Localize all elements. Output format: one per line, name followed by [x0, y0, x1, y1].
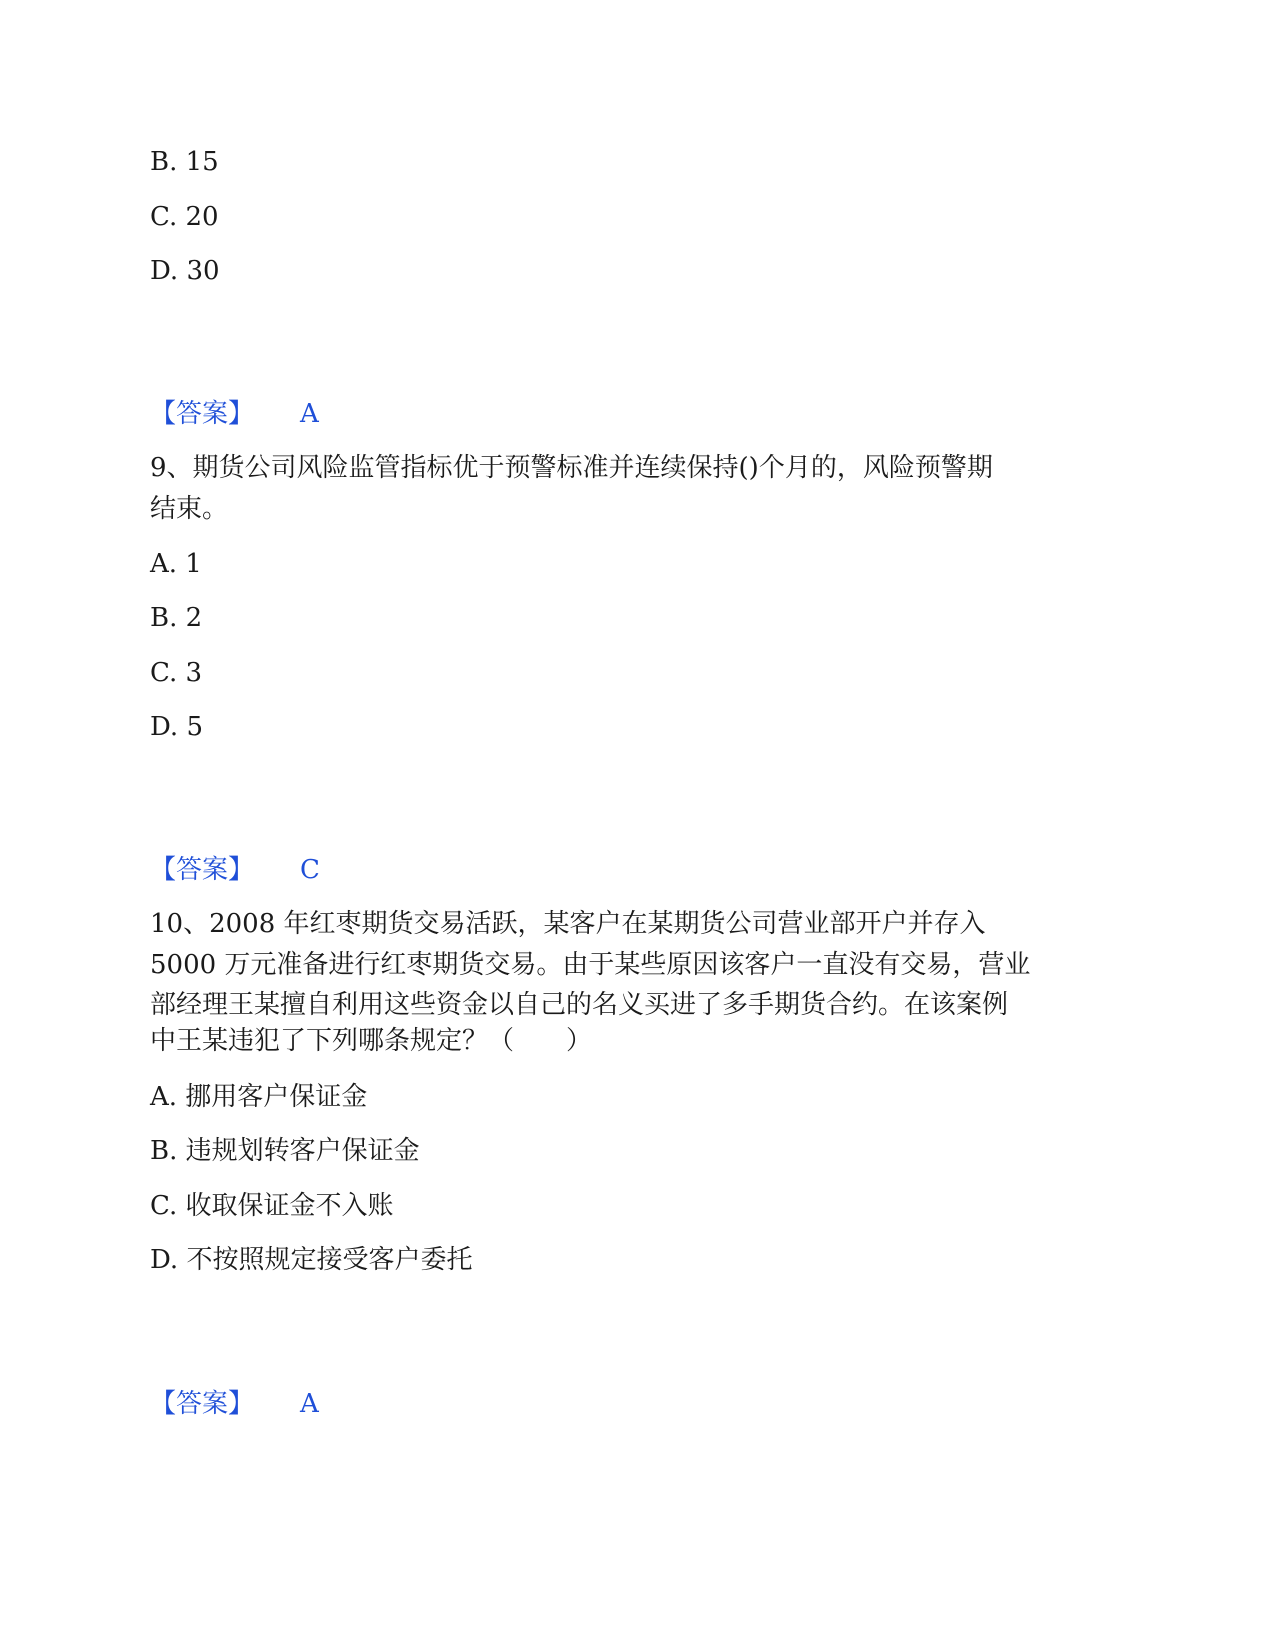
q8-option-b: B. 15 — [150, 147, 219, 177]
q10-question-line-1: 10、2008 年红枣期货交易活跃，某客户在某期货公司营业部开户并存入 — [150, 909, 986, 939]
q9-option-a: A. 1 — [150, 549, 202, 579]
q10-option-c: C. 收取保证金不入账 — [150, 1191, 394, 1221]
q10-answer — [150, 1389, 350, 1419]
q8-answer-label: 【答案】 — [150, 399, 255, 429]
q10-question-line-3: 部经理王某擅自利用这些资金以自己的名义买进了多手期货合约。在该案例 — [150, 990, 1009, 1020]
q10-question-line-2: 5000 万元准备进行红枣期货交易。由于某些原因该客户一直没有交易，营业 — [150, 950, 1031, 980]
q9-question-line-1: 9、期货公司风险监管指标优于预警标准并连续保持()个月的，风险预警期 — [150, 453, 993, 483]
q9-option-c: C. 3 — [150, 658, 203, 688]
q8-answer — [150, 399, 350, 429]
q8-answer-value: A — [300, 399, 319, 429]
q9-question-line-2: 结束。 — [150, 494, 229, 524]
q10-answer-label: 【答案】 — [150, 1389, 255, 1419]
q10-option-b: B. 违规划转客户保证金 — [150, 1136, 420, 1166]
q9-answer-label: 【答案】 — [150, 855, 255, 885]
q10-option-a: A. 挪用客户保证金 — [150, 1082, 368, 1112]
q10-option-d: D. 不按照规定接受客户委托 — [150, 1245, 473, 1275]
q10-question-line-4: 中王某违犯了下列哪条规定？（ ） — [150, 1026, 593, 1056]
q9-answer — [150, 855, 350, 885]
q8-option-c: C. 20 — [150, 202, 219, 232]
q9-answer-value: C — [300, 855, 320, 885]
q9-option-b: B. 2 — [150, 603, 203, 633]
q8-option-d: D. 30 — [150, 256, 220, 286]
q9-option-d: D. 5 — [150, 712, 203, 742]
q10-answer-value: A — [300, 1389, 319, 1419]
